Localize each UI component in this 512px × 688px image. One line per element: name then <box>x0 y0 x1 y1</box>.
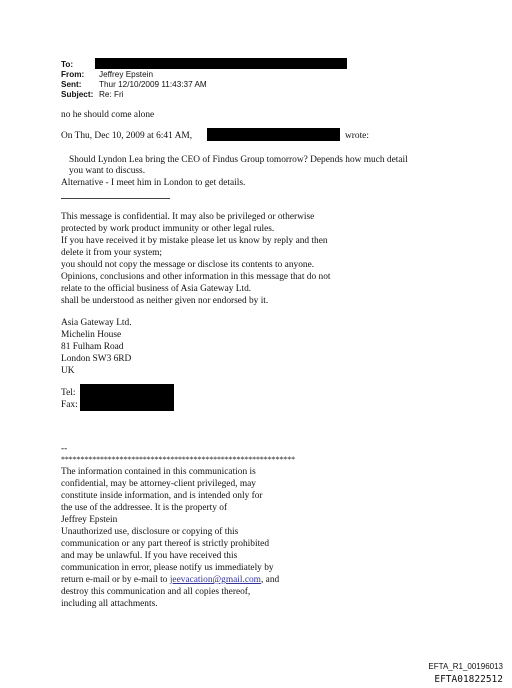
disclaimer-line: delete it from your system; <box>61 248 163 258</box>
address-line: UK <box>61 366 75 376</box>
disclaimer-line: protected by work product immunity or other legal rules. <box>61 224 275 234</box>
redaction-sender <box>207 128 340 141</box>
disclaimer-line: If you have received it by mistake please let us know by reply and then <box>61 236 328 246</box>
signature-stars: ************************************************************ <box>61 455 296 464</box>
address-line: Asia Gateway Ltd. <box>61 318 132 328</box>
disclaimer-line: This message is confidential. It may also be privileged or otherwise <box>61 212 315 222</box>
address-line: London SW3 6RD <box>61 354 132 364</box>
tel-label: Tel: <box>61 388 76 398</box>
signature-line: the use of the addressee. It is the property of <box>61 503 228 513</box>
signature-line: The information contained in this communication is <box>61 467 256 477</box>
signature-line: and may be unlawful. If you have received this <box>61 551 238 561</box>
disclaimer-line: Opinions, conclusions and other information in this message that do not <box>61 272 331 282</box>
sent-value: Thur 12/10/2009 11:43:37 AM <box>99 80 207 89</box>
address-line: Michelin House <box>61 330 122 340</box>
signature-tail-line: including all attachments. <box>61 599 158 609</box>
quote-intro-suffix: wrote: <box>345 131 369 141</box>
subject-row <box>61 90 124 100</box>
disclaimer-line: shall be understood as neither given nor endorsed by it. <box>61 296 269 306</box>
signature-line: Jeffrey Epstein <box>61 515 118 525</box>
signature-dashes: -- <box>61 444 68 454</box>
signature-tail-line: destroy this communication and all copies thereof, <box>61 587 251 597</box>
disclaimer-line: relate to the official business of Asia Gateway Ltd. <box>61 284 252 294</box>
signature-line: confidential, may be attorney-client privileged, may <box>61 479 256 489</box>
quote-line-3: Alternative - I meet him in London to get details. <box>61 178 246 188</box>
quote-intro-prefix: On Thu, Dec 10, 2009 at 6:41 AM, <box>61 131 193 141</box>
signature-line: Unauthorized use, disclosure or copying of this <box>61 527 239 537</box>
disclaimer-line: you should not copy the message or disclose its contents to anyone. <box>61 260 315 270</box>
redaction-to <box>95 58 347 69</box>
sent-row <box>61 80 207 90</box>
from-label: From: <box>61 70 85 79</box>
reply-text: no he should come alone <box>61 110 155 120</box>
subject-value: Re: Fri <box>99 90 124 99</box>
email-suffix: , and <box>260 575 280 585</box>
footer-id-2: EFTA01822512 <box>434 674 503 685</box>
to-row <box>61 60 99 70</box>
from-row <box>61 70 153 80</box>
signature-line: constitute inside information, and is intended only for <box>61 491 263 501</box>
email-line <box>61 575 279 586</box>
from-value: Jeffrey Epstein <box>99 70 154 79</box>
separator-rule <box>61 198 170 199</box>
subject-label: Subject: <box>61 90 94 99</box>
signature-line: communication in error, please notify us immediately by <box>61 563 274 573</box>
fax-label: Fax: <box>61 400 78 410</box>
signature-line: communication or any part thereof is strictly prohibited <box>61 539 270 549</box>
address-line: 81 Fulham Road <box>61 342 124 352</box>
quote-line-1: Should Lyndon Lea bring the CEO of Findus Group tomorrow? Depends how much detail <box>69 155 408 165</box>
email-prefix: return e-mail or by e-mail to <box>61 575 168 585</box>
footer-id-1: EFTA_R1_00196013 <box>428 662 503 671</box>
redaction-contact <box>80 384 174 411</box>
sent-label: Sent: <box>61 80 82 89</box>
email-link[interactable]: jeevacation@gmail.com <box>169 575 261 585</box>
to-label: To: <box>61 60 74 69</box>
quote-line-2: you want to discuss. <box>69 166 146 176</box>
